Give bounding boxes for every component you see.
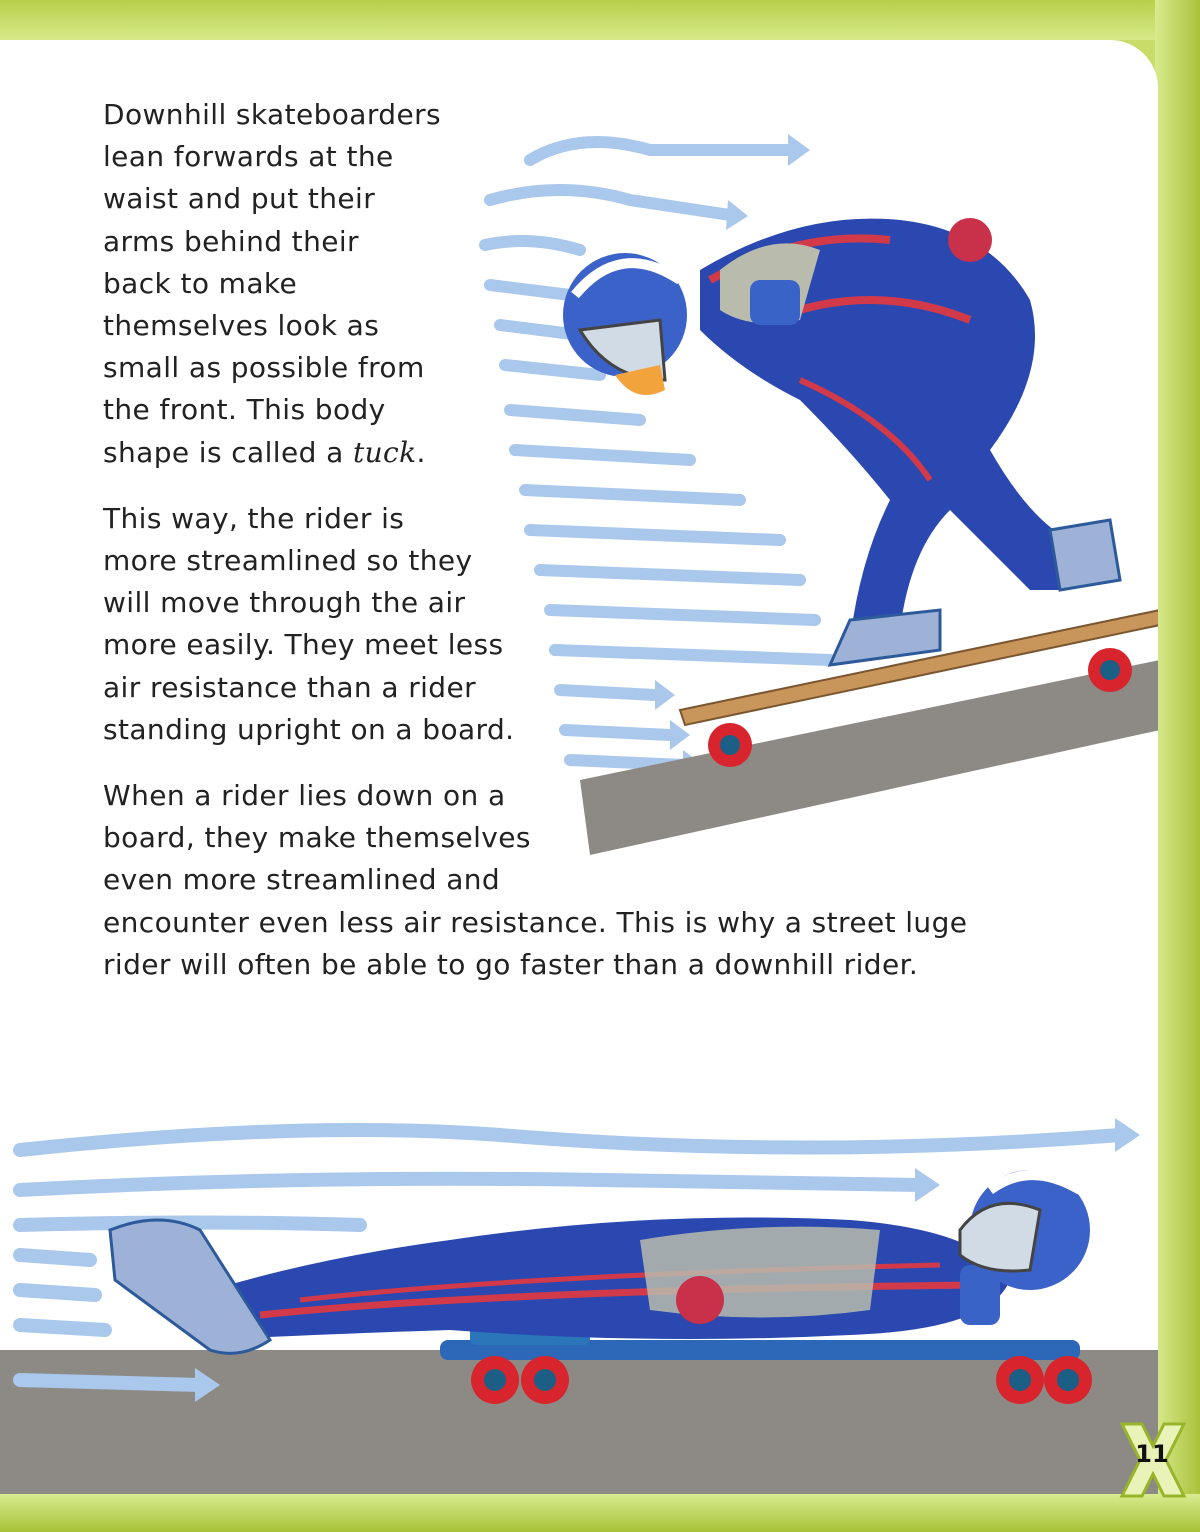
luge-rider [110,1170,1090,1353]
paragraph-tuck-end: . [416,435,426,469]
paragraph-street-luge: When a rider lies down on a board, they make themselves even more streamlined and encounter even less air resistance. This is why a street luge rider will often be able to go faster than a downhill rider. [103,779,968,981]
body-text [103,94,967,1010]
term-tuck: tuck [352,435,417,469]
page-frame-top [0,0,1200,40]
paragraph-streamlined: This way, the rider is more streamlined so they will move through the air more easily. They meet less air resistance than a rider standing upright on a board. [103,501,515,746]
street-luge-illustration [0,1080,1158,1494]
page-frame-bottom [0,1494,1200,1532]
page-number: 11 [1135,1440,1169,1468]
paragraph-tuck-text: Downhill skateboarders lean forwards at the waist and put their arms behind their back to make themselves look as small as possible from the front. This body shape is called a [103,98,441,469]
road-bottom [0,1350,1158,1494]
page-content [0,40,1158,1494]
paragraph-tuck [103,94,967,474]
page-frame-right [1155,0,1200,1532]
